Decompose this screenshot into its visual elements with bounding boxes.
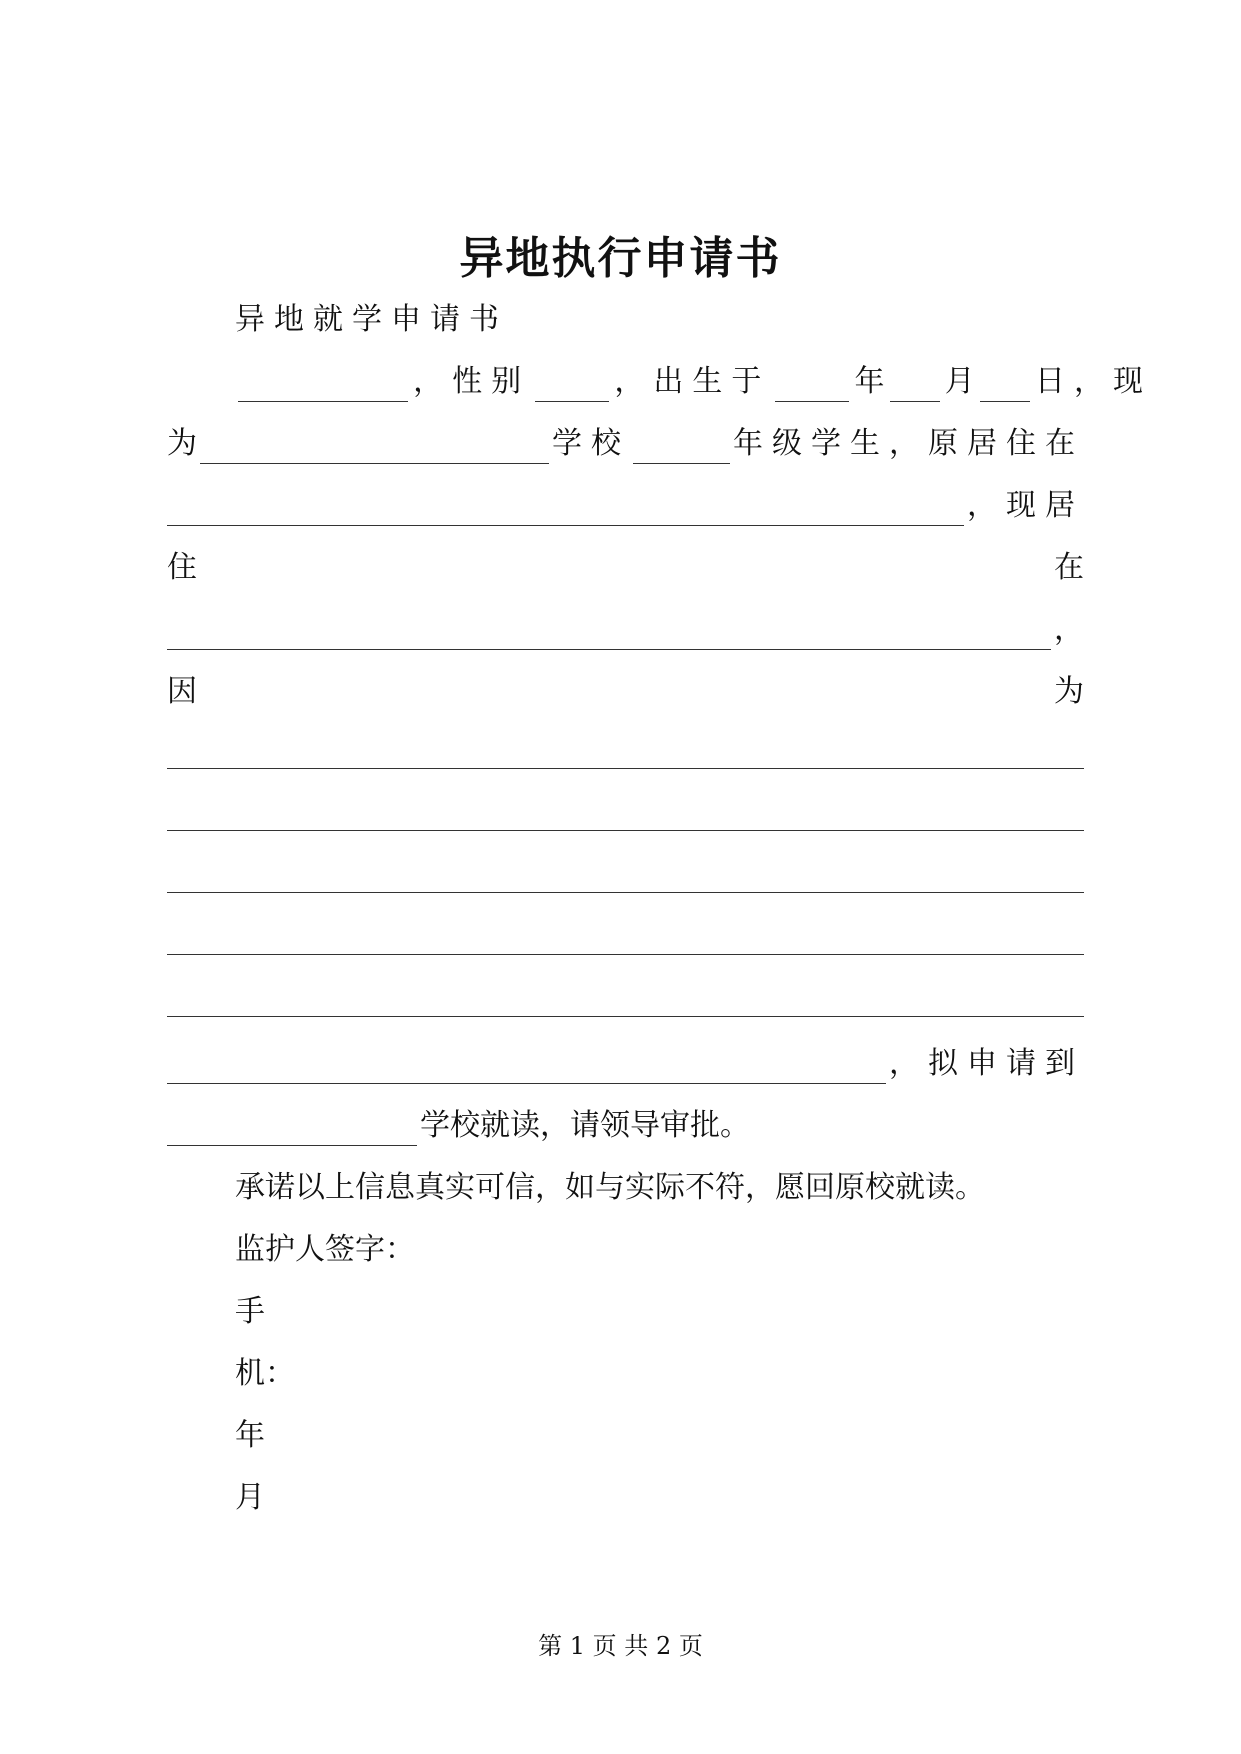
form-line-4: 住 在 bbox=[167, 550, 1084, 585]
form-line-3: ，现居 bbox=[167, 486, 1084, 526]
phone-label-2: 机： bbox=[235, 1356, 295, 1391]
date-year-label: 年 bbox=[235, 1418, 265, 1453]
promise-line: 承诺以上信息真实可信，如与实际不符，愿回原校就读。 bbox=[235, 1170, 985, 1205]
form-line-2: 为 学校 年级学生，原居住在 bbox=[167, 424, 1084, 464]
subtitle: 异地就学申请书 bbox=[235, 302, 508, 337]
school-name-blank[interactable] bbox=[200, 435, 549, 464]
birth-day-blank[interactable] bbox=[980, 373, 1030, 402]
form-line-1: ，性别 ，出生于 年 月 日，现 bbox=[167, 362, 1152, 402]
form-line-5: ， bbox=[167, 610, 1084, 650]
birth-month-blank[interactable] bbox=[890, 373, 940, 402]
form-line-7: ，拟申请到 bbox=[167, 1044, 1084, 1084]
reason-line-6[interactable] bbox=[167, 1055, 886, 1084]
date-month-label: 月 bbox=[235, 1480, 265, 1515]
reason-line-2[interactable] bbox=[167, 830, 1084, 831]
gender-blank[interactable] bbox=[535, 373, 609, 402]
guardian-signature-label: 监护人签字： bbox=[235, 1232, 415, 1267]
original-address-blank[interactable] bbox=[167, 497, 964, 526]
grade-blank[interactable] bbox=[633, 435, 730, 464]
form-line-8: 学校就读，请领导审批。 bbox=[167, 1106, 1084, 1146]
reason-line-3[interactable] bbox=[167, 892, 1084, 893]
birth-year-blank[interactable] bbox=[775, 373, 849, 402]
reason-line-5[interactable] bbox=[167, 1016, 1084, 1017]
current-address-blank[interactable] bbox=[167, 621, 1051, 650]
reason-line-4[interactable] bbox=[167, 954, 1084, 955]
phone-label-1: 手 bbox=[235, 1294, 265, 1329]
target-school-blank[interactable] bbox=[167, 1117, 417, 1146]
page-footer: 第 1 页 共 2 页 bbox=[538, 1632, 703, 1660]
reason-line-1[interactable] bbox=[167, 768, 1084, 769]
form-line-6: 因 为 bbox=[167, 674, 1084, 709]
document-title: 异地执行申请书 bbox=[459, 233, 782, 284]
name-blank[interactable] bbox=[238, 373, 408, 402]
